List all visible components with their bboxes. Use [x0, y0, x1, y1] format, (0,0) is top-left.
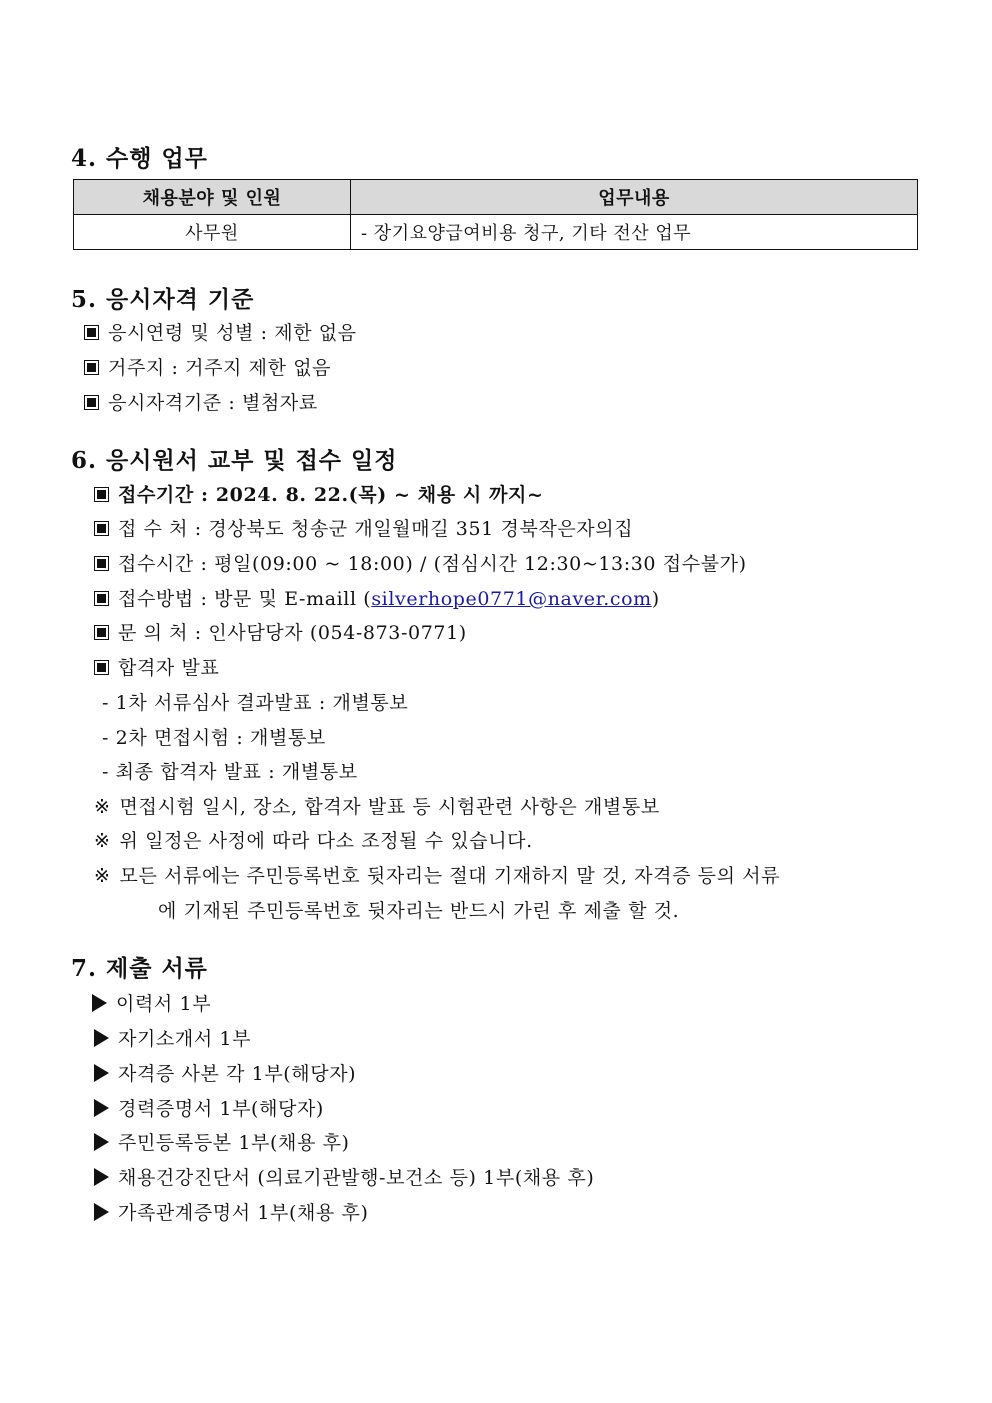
application-time: 접수시간 : 평일(09:00 ~ 18:00) / (점심시간 12:30~13:30 접수불가) [94, 549, 747, 576]
table-header-row [74, 180, 918, 215]
square-bullet-icon [94, 487, 109, 502]
table-cell-field: 사무원 [74, 215, 351, 250]
triangle-bullet-icon [94, 1029, 109, 1047]
email-link[interactable]: silverhope0771@naver.com [371, 588, 652, 610]
table-header-field: 채용분야 및 인원 [74, 180, 351, 215]
square-bullet-icon [84, 325, 99, 340]
section-7-heading: 7. 제출 서류 [71, 955, 208, 982]
triangle-bullet-icon [94, 1133, 109, 1151]
application-place: 접 수 처 : 경상북도 청송군 개일월매길 351 경북작은자의집 [94, 514, 633, 541]
section-4-heading: 4. 수행 업무 [71, 145, 208, 172]
note-item: ※ 면접시험 일시, 장소, 합격자 발표 등 시험관련 사항은 개별통보 [94, 796, 660, 818]
document-item: 채용건강진단서 (의료기관발행-보건소 등) 1부(채용 후) [94, 1163, 594, 1190]
document-item: 주민등록등본 1부(채용 후) [94, 1128, 350, 1155]
triangle-bullet-icon [92, 994, 107, 1012]
note-continuation: 에 기재된 주민등록번호 뒷자리는 반드시 가린 후 제출 할 것. [158, 900, 680, 922]
list-item: 응시자격기준 : 별첨자료 [84, 388, 318, 415]
list-item: 거주지 : 거주지 제한 없음 [84, 353, 331, 380]
announcement-item: - 1차 서류심사 결과발표 : 개별통보 [102, 692, 409, 714]
triangle-bullet-icon [94, 1064, 109, 1082]
table-cell-duty: - 장기요양급여비용 청구, 기타 전산 업무 [351, 215, 918, 250]
document-item: 경력증명서 1부(해당자) [94, 1094, 324, 1121]
document-item: 이력서 1부 [92, 989, 211, 1016]
note-item: ※ 위 일정은 사정에 따라 다소 조정될 수 있습니다. [94, 830, 533, 852]
application-period: 접수기간 : 2024. 8. 22.(목) ~ 채용 시 까지~ [94, 480, 543, 507]
square-bullet-icon [94, 625, 109, 640]
triangle-bullet-icon [94, 1203, 109, 1221]
square-bullet-icon [84, 360, 99, 375]
square-bullet-icon [94, 556, 109, 571]
announcement-item: - 최종 합격자 발표 : 개별통보 [102, 761, 358, 783]
announcement-item: - 2차 면접시험 : 개별통보 [102, 727, 326, 749]
square-bullet-icon [94, 591, 109, 606]
section-6-heading: 6. 응시원서 교부 및 접수 일정 [71, 447, 398, 474]
triangle-bullet-icon [94, 1099, 109, 1117]
note-mark: ※ [94, 830, 111, 852]
application-method: 접수방법 : 방문 및 E-maill (silverhope0771@naver.com) [94, 584, 660, 611]
square-bullet-icon [94, 521, 109, 536]
duty-table [73, 179, 918, 250]
document-item: 자기소개서 1부 [94, 1024, 251, 1051]
document-item: 가족관계증명서 1부(채용 후) [94, 1198, 369, 1225]
note-mark: ※ [94, 865, 111, 887]
table-row [74, 215, 918, 250]
document-item: 자격증 사본 각 1부(해당자) [94, 1059, 356, 1086]
note-mark: ※ [94, 796, 111, 818]
section-5-heading: 5. 응시자격 기준 [71, 286, 255, 313]
note-item: ※ 모든 서류에는 주민등록번호 뒷자리는 절대 기재하지 말 것, 자격증 등의 서류 [94, 865, 781, 887]
triangle-bullet-icon [94, 1168, 109, 1186]
list-item: 응시연령 및 성별 : 제한 없음 [84, 318, 357, 345]
announcement-title: 합격자 발표 [94, 653, 219, 680]
square-bullet-icon [84, 395, 99, 410]
contact-info: 문 의 처 : 인사담당자 (054-873-0771) [94, 618, 467, 645]
square-bullet-icon [94, 660, 109, 675]
table-header-duty: 업무내용 [351, 180, 918, 215]
